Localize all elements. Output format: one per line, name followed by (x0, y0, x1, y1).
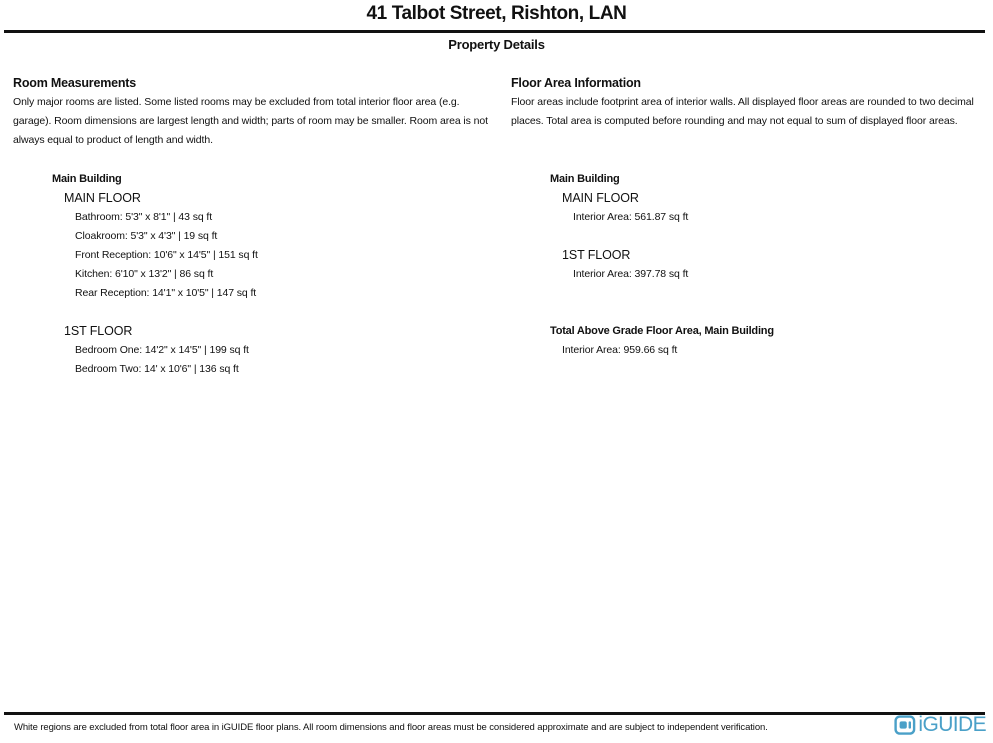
room-line: Bedroom Two: 14' x 10'6" | 136 sq ft (75, 363, 239, 375)
total-floor-area-heading: Total Above Grade Floor Area, Main Building (550, 325, 774, 337)
room-line: Bedroom One: 14'2" x 14'5" | 199 sq ft (75, 344, 249, 356)
room-line: Cloakroom: 5'3" x 4'3" | 19 sq ft (75, 230, 218, 242)
room-measurements-disclaimer: Only major rooms are listed. Some listed rooms may be excluded from total interior floor area (e.g. garage). Room dimensions are largest length and width; parts of room may be smaller. Room area is not always equal to product of length and width. (13, 96, 488, 146)
iguide-logo (894, 714, 986, 736)
room-measurements-section (13, 75, 491, 150)
iguide-logo-text: iGUIDE (918, 713, 986, 736)
building-label: Main Building (52, 173, 122, 185)
floor-name: MAIN FLOOR (562, 191, 639, 205)
interior-area-line: Interior Area: 561.87 sq ft (573, 211, 689, 223)
spacer (511, 227, 989, 246)
floor-name: 1ST FLOOR (562, 248, 631, 262)
header-divider (4, 30, 985, 33)
interior-area-line: Interior Area: 397.78 sq ft (573, 268, 689, 280)
building-label: Main Building (550, 173, 620, 185)
floor-area-disclaimer: Floor areas include footprint area of interior walls. All displayed floor areas are rounded to two decimal places. Total area is computed before rounding and may not equal to sum of displayed floor areas. (511, 96, 974, 127)
floor-area-heading: Floor Area Information (511, 76, 641, 90)
floor-name: 1ST FLOOR (64, 324, 133, 338)
floor-area-listing (511, 170, 989, 360)
room-line: Bathroom: 5'3" x 8'1" | 43 sq ft (75, 211, 213, 223)
room-line: Rear Reception: 14'1" x 10'5" | 147 sq ft (75, 287, 257, 299)
room-line: Front Reception: 10'6" x 14'5" | 151 sq ft (75, 249, 258, 261)
room-line: Kitchen: 6'10" x 13'2" | 86 sq ft (75, 268, 214, 280)
room-measurements-heading: Room Measurements (13, 76, 137, 90)
total-interior-area-line: Interior Area: 959.66 sq ft (562, 344, 678, 356)
room-measurements-listing (13, 170, 491, 379)
spacer (511, 284, 989, 322)
iguide-logo-icon (894, 714, 916, 736)
floor-area-section (511, 75, 989, 131)
floor-name: MAIN FLOOR (64, 191, 141, 205)
page-title: 41 Talbot Street, Rishton, LAN (366, 3, 627, 24)
spacer (13, 303, 491, 322)
footer-divider (4, 712, 985, 715)
footer-disclaimer: White regions are excluded from total floor area in iGUIDE floor plans. All room dimensions and floor areas must be considered approximate and are subject to independent verification. (14, 722, 768, 733)
page-subtitle: Property Details (448, 37, 545, 52)
